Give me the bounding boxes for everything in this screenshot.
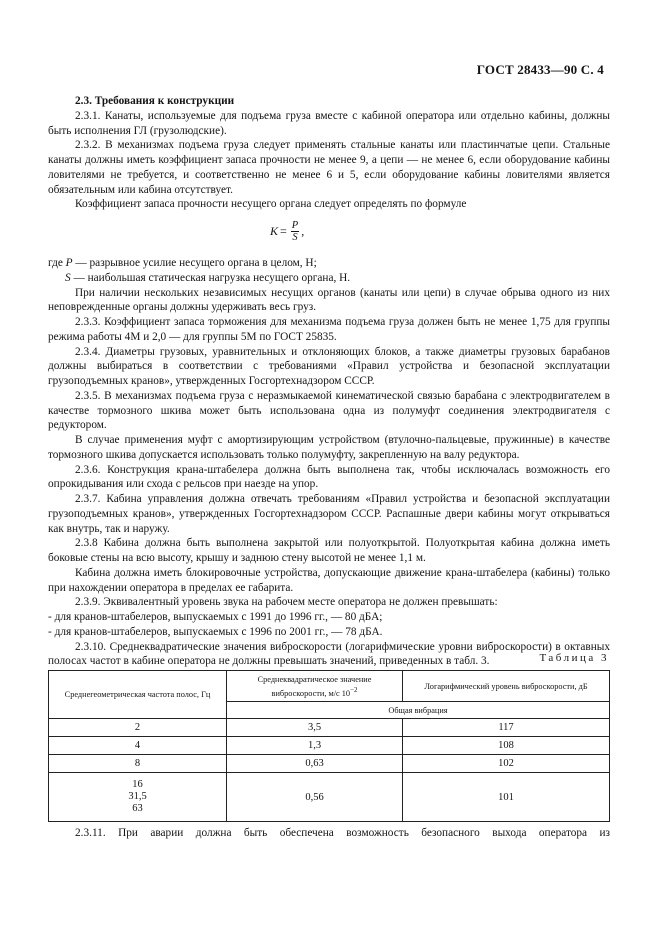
cell-frequency: 4 [49,737,227,755]
body-text [48,94,610,669]
symbol-p-text: — разрывное усилие несущего органа в целом, Н; [75,257,317,269]
formula-numerator: P [291,220,299,231]
cell-db: 102 [403,755,610,773]
where-p [48,256,610,271]
table-caption: Таблица 3 [539,652,609,664]
paragraph-block: Кабина должна иметь блокировочные устройства, допускающие движение крана-штабелера (кабины) только при нахождении оператора в пределах ее габарита. [48,566,610,594]
formula-denominator: S [292,232,298,243]
header-rms-line1: Среднеквадратическое значение [257,674,372,684]
table-row [49,773,610,822]
paragraph-2-3-9: 2.3.9. Эквивалентный уровень звука на рабочем месте оператора не должен превышать: [75,596,498,609]
formula-tail: , [301,224,305,239]
symbol-s-text: — наибольшая статическая нагрузка несущего органа, Н. [73,271,351,284]
paragraph-multi: При наличии нескольких независимых несущих органов (канаты или цепи) в случае обрыва одного из них неповрежденные органы должны удерживать весь груз. [48,286,610,314]
table-row [49,755,610,773]
symbol-s: S [65,271,71,284]
page-header: ГОСТ 28433—90 С. 4 [476,62,604,77]
paragraph-2-3-3: 2.3.3. Коэффициент запаса торможения для механизма подъема груза должен быть не менее 1,75 для группы режима работы 4М и 2,0 — для группы 5М по ГОСТ 25835. [48,316,610,343]
cell-rms: 1,3 [227,737,403,755]
paragraph-2-3-6: 2.3.6. Конструкция крана-штабелера должна быть выполнена так, чтобы исключалась возможность его опрокидывания или схода с рельсов при наезде на упор. [48,463,610,491]
header-frequency: Среднегеометрическая частота полос, Гц [49,671,227,719]
vibration-table [48,670,610,822]
paragraph-2-3-11: 2.3.11. При аварии должна быть обеспечена возможность безопасного выхода оператора из [75,827,610,839]
formula-lhs: K [270,224,279,239]
paragraph-2-3-2: 2.3.2. В механизмах подъема груза следует применять стальные канаты или пластинчатые цепи. Стальные канаты должны иметь коэффициент запаса прочности не менее 9, а цепи — не менее 6, если оборудование кабины ловителями не требуется, и соответственно не менее 6 и 5, если оборудование кабины ловителями является обязательным или кабина отсутствует. [48,139,610,196]
list-item-1: - для кранов-штабелеров, выпускаемых с 1991 до 1996 гг., — 80 дБА; [48,611,383,623]
where-s [48,271,610,286]
header-general-vibration: Общая вибрация [227,702,610,719]
paragraph-2-3-8: 2.3.8 Кабина должна быть выполнена закрытой или полуоткрытой. Полуоткрытая кабина должна иметь боковые стены на всю высоту, крышу и заднюю стену высотой не менее 1,1 м. [48,537,610,564]
cell-db: 101 [403,773,610,822]
cell-frequency: 2 [49,719,227,737]
list-item-2: - для кранов-штабелеров, выпускаемых с 1996 по 2001 гг., — 78 дБА. [48,625,383,638]
paragraph-2-3-10: 2.3.10. Среднеквадратические значения виброскорости (логарифмические уровни виброскорости) в октавных полосах частот в кабине оператора не должны превышать значений, приведенных в табл. 3. [48,640,610,668]
paragraph-2-3-7: 2.3.7. Кабина управления должна отвечать требованиям «Правил устройства и безопасной эксплуатации грузоподъемных кранов», утвержденных Госгортехнадзором СССР. Распашные двери кабины могут открываться как внутрь, так и наружу. [48,493,610,535]
paragraph-muft: В случае применения муфт с амортизирующим устройством (втулочно-пальцевые, пружинные) в качестве тормозного шкива допускается использовать только полумуфту, закрепленную на валу редуктора. [48,434,610,461]
table-row [49,737,610,755]
cell-db: 108 [403,737,610,755]
header-rms-line2: виброскорости, м/с 10 [271,688,351,698]
cell-rms: 3,5 [227,719,403,737]
cell-db: 117 [403,719,610,737]
cell-frequency-31-5: 31,5 [128,791,147,802]
where-lead: где [48,257,63,269]
section-title: 2.3. Требования к конструкции [75,95,235,107]
header-rms [227,671,403,702]
cell-frequency-16: 16 [132,779,143,790]
paragraph-2-3-5: 2.3.5. В механизмах подъема груза с неразмыкаемой кинематической связью барабана с электродвигателем в качестве тормозного шкива может быть использована одна из полумуфт соединения электродвигателя с редуктором. [48,389,610,432]
formula-eq: = [280,224,287,239]
header-log-level: Логарифмический уровень виброскорости, дБ [403,671,610,702]
cell-rms: 0,63 [227,755,403,773]
cell-frequency-group [49,773,227,822]
paragraph-coefficient: Коэффициент запаса прочности несущего органа следует определять по формуле [75,198,467,211]
cell-frequency: 8 [49,755,227,773]
paragraph-2-3-1: 2.3.1. Канаты, используемые для подъема груза вместе с кабиной оператора или отдельно кабины, должны быть исполнения ГЛ (грузолюдские). [48,109,610,137]
table-row [49,719,610,737]
symbol-p: P [65,257,73,269]
formula [48,212,610,256]
paragraph-2-3-4: 2.3.4. Диаметры грузовых, уравнительных и отклоняющих блоков, а также диаметры грузовых барабанов должны выбираться в соответствии с требованиями «Правил устройства и безопасной эксплуатации грузоподъемных кранов», утвержденных Госгортехнадзором СССР. [48,345,610,387]
cell-rms: 0,56 [227,773,403,822]
cell-frequency-63: 63 [132,803,143,814]
formula-fraction [291,220,299,243]
header-rms-exponent: −2 [350,686,358,694]
